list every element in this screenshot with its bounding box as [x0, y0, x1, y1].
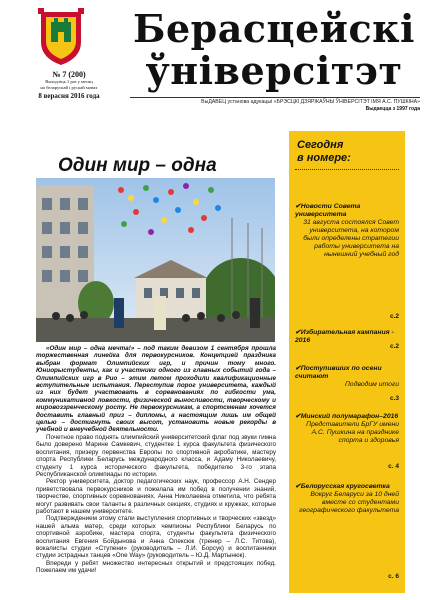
- contents-item-round-trip[interactable]: [295, 483, 399, 515]
- article-body: [36, 345, 276, 575]
- contents-item-title: ✔Новости Совета университета: [295, 203, 361, 218]
- published-since: Выдаецца з 1997 года: [365, 106, 420, 112]
- contents-item-page: с. 6: [388, 573, 399, 580]
- issue-info: [14, 70, 124, 100]
- contents-item-election[interactable]: [295, 329, 399, 345]
- contents-sidebar: [289, 131, 405, 593]
- contents-item-title: ✔Поступивших по осени считают: [295, 365, 382, 380]
- contents-item-title: ✔Избирательная кампания - 2016: [295, 329, 394, 344]
- issue-date: 8 верасня 2016 года: [38, 92, 100, 100]
- article-paragraph: Впереди у ребят множество интересных открытий и предстоящих побед. Пожелаем им удачи!: [36, 559, 276, 575]
- contents-item-page: с. 4: [388, 463, 399, 470]
- issue-frequency: Выходзіць 1 раз у месяц: [45, 79, 93, 84]
- publisher-line: ВыДАВЕЦ установа адукацыі «БРЭСЦКІ ДЗЯРЖАЎНЫ ЎНІВЕРСІТЭТ ІМЯ А.С. ПУШКІНА»: [201, 99, 420, 105]
- contents-item-desc: Вокруг Беларуси за 10 дней вместе со студентами географического факультета: [299, 491, 399, 514]
- issue-number: № 7 (200): [52, 70, 86, 79]
- article-lead: «Один мир – одна мечта!» – под таким девизом 1 сентября прошла торжественная линейка для первокурсников. Концепцией праздника выбран формат Олимпийских игр, и причин тому много. Юниорыстуденты, как и участники одного из главных событий года – Олимпийских игр в Рио – этим летом проходили квалификационные вступительные испытания. Переступив порог университета, каждый из них будет участвовать в соревнованиях по гибкости ума, коммуникативной ловкости, физической выносливости, творческому и мировоззренческому росту. Не первокурсникам, а спортсменам хочется доставить главный приз – дипломы, а настоящим лишь им общей целью – достигнуть своих высот, установить новые рекорды в учебной и внеучебной деятельности.: [36, 345, 276, 434]
- contents-item-desc: 31 августа состоялся Совет университета, на котором были определены стратегии работы университета на нынешний учебный год: [303, 219, 399, 258]
- sidebar-heading: [297, 139, 351, 165]
- sidebar-heading-line-2: в номере:: [297, 152, 351, 164]
- article-headline: Один мир – одна: [58, 155, 217, 176]
- title-line-1: Берасцейскі: [133, 6, 415, 51]
- sidebar-divider: [295, 169, 399, 170]
- issue-language: на беларускай і рускай мовах: [40, 85, 98, 90]
- newspaper-title: [128, 8, 420, 92]
- contents-item-title: ✔Минский полумарафон–2016: [295, 413, 399, 420]
- university-logo-icon: [38, 8, 84, 66]
- article-paragraph: Подтверждением этому стали выступления спортивных и творческих «звезд» нашей альма матер, среди которых чемпионы Республики Беларусь по спортивной аэробике, мастера спорта, студенты факультета физического воспитания Евгения Бойдынова и Анна Олексюк (тренер – Л.С. Титова), вокалисты студии «Ступени» (руководитель – Л.И. Борсук) и воспитанники студии эстрадных танцев «One Way» (руководитель – Ю.Д. Мартынюк).: [36, 515, 276, 560]
- title-line-2: ўніверсітэт: [145, 48, 403, 93]
- article-paragraph: Почетное право поднять олимпийский университетский флаг под звуки гимна было доверено Марине Самкевич, студентке 1 курса факультета физического воспитания, призеру первенства Европы по спортивной акробатике, мастеру спорта Республики Беларусь международного класса, и Адаму Николаевичу, студенту 1 курса исторического факультета, победителю 3-го этапа Республиканской олимпиады по истории.: [36, 433, 276, 478]
- contents-item-admissions[interactable]: [295, 365, 399, 389]
- article-paragraph: Ректор университета, доктор педагогических наук, профессор А.Н. Сендер приветствовала первокурсников и пожелала им побед в получении знаний, творчестве, спортивных соревнованиях. Анна Николаевна отметила, что ребята могут развивать свои таланты в различных секциях, студиях и кружках, которые работают в нашем университете.: [36, 478, 276, 515]
- contents-item-title: ✔Белорусская кругосветка: [295, 483, 390, 490]
- masthead-divider: [130, 97, 420, 98]
- event-photo: [36, 178, 275, 342]
- contents-item-halfmarathon[interactable]: [295, 413, 399, 445]
- contents-item-desc: Подводим итоги: [344, 381, 399, 388]
- sidebar-heading-line-1: Сегодня: [297, 139, 344, 151]
- contents-item-page: с.2: [389, 343, 399, 350]
- contents-item-desc: Представители БрГУ имени А.С. Пушкина на празднике спорта и здоровья: [306, 421, 399, 444]
- contents-item-news[interactable]: [295, 203, 399, 259]
- contents-item-page: с.3: [389, 395, 399, 402]
- contents-item-page: с.2: [389, 313, 399, 320]
